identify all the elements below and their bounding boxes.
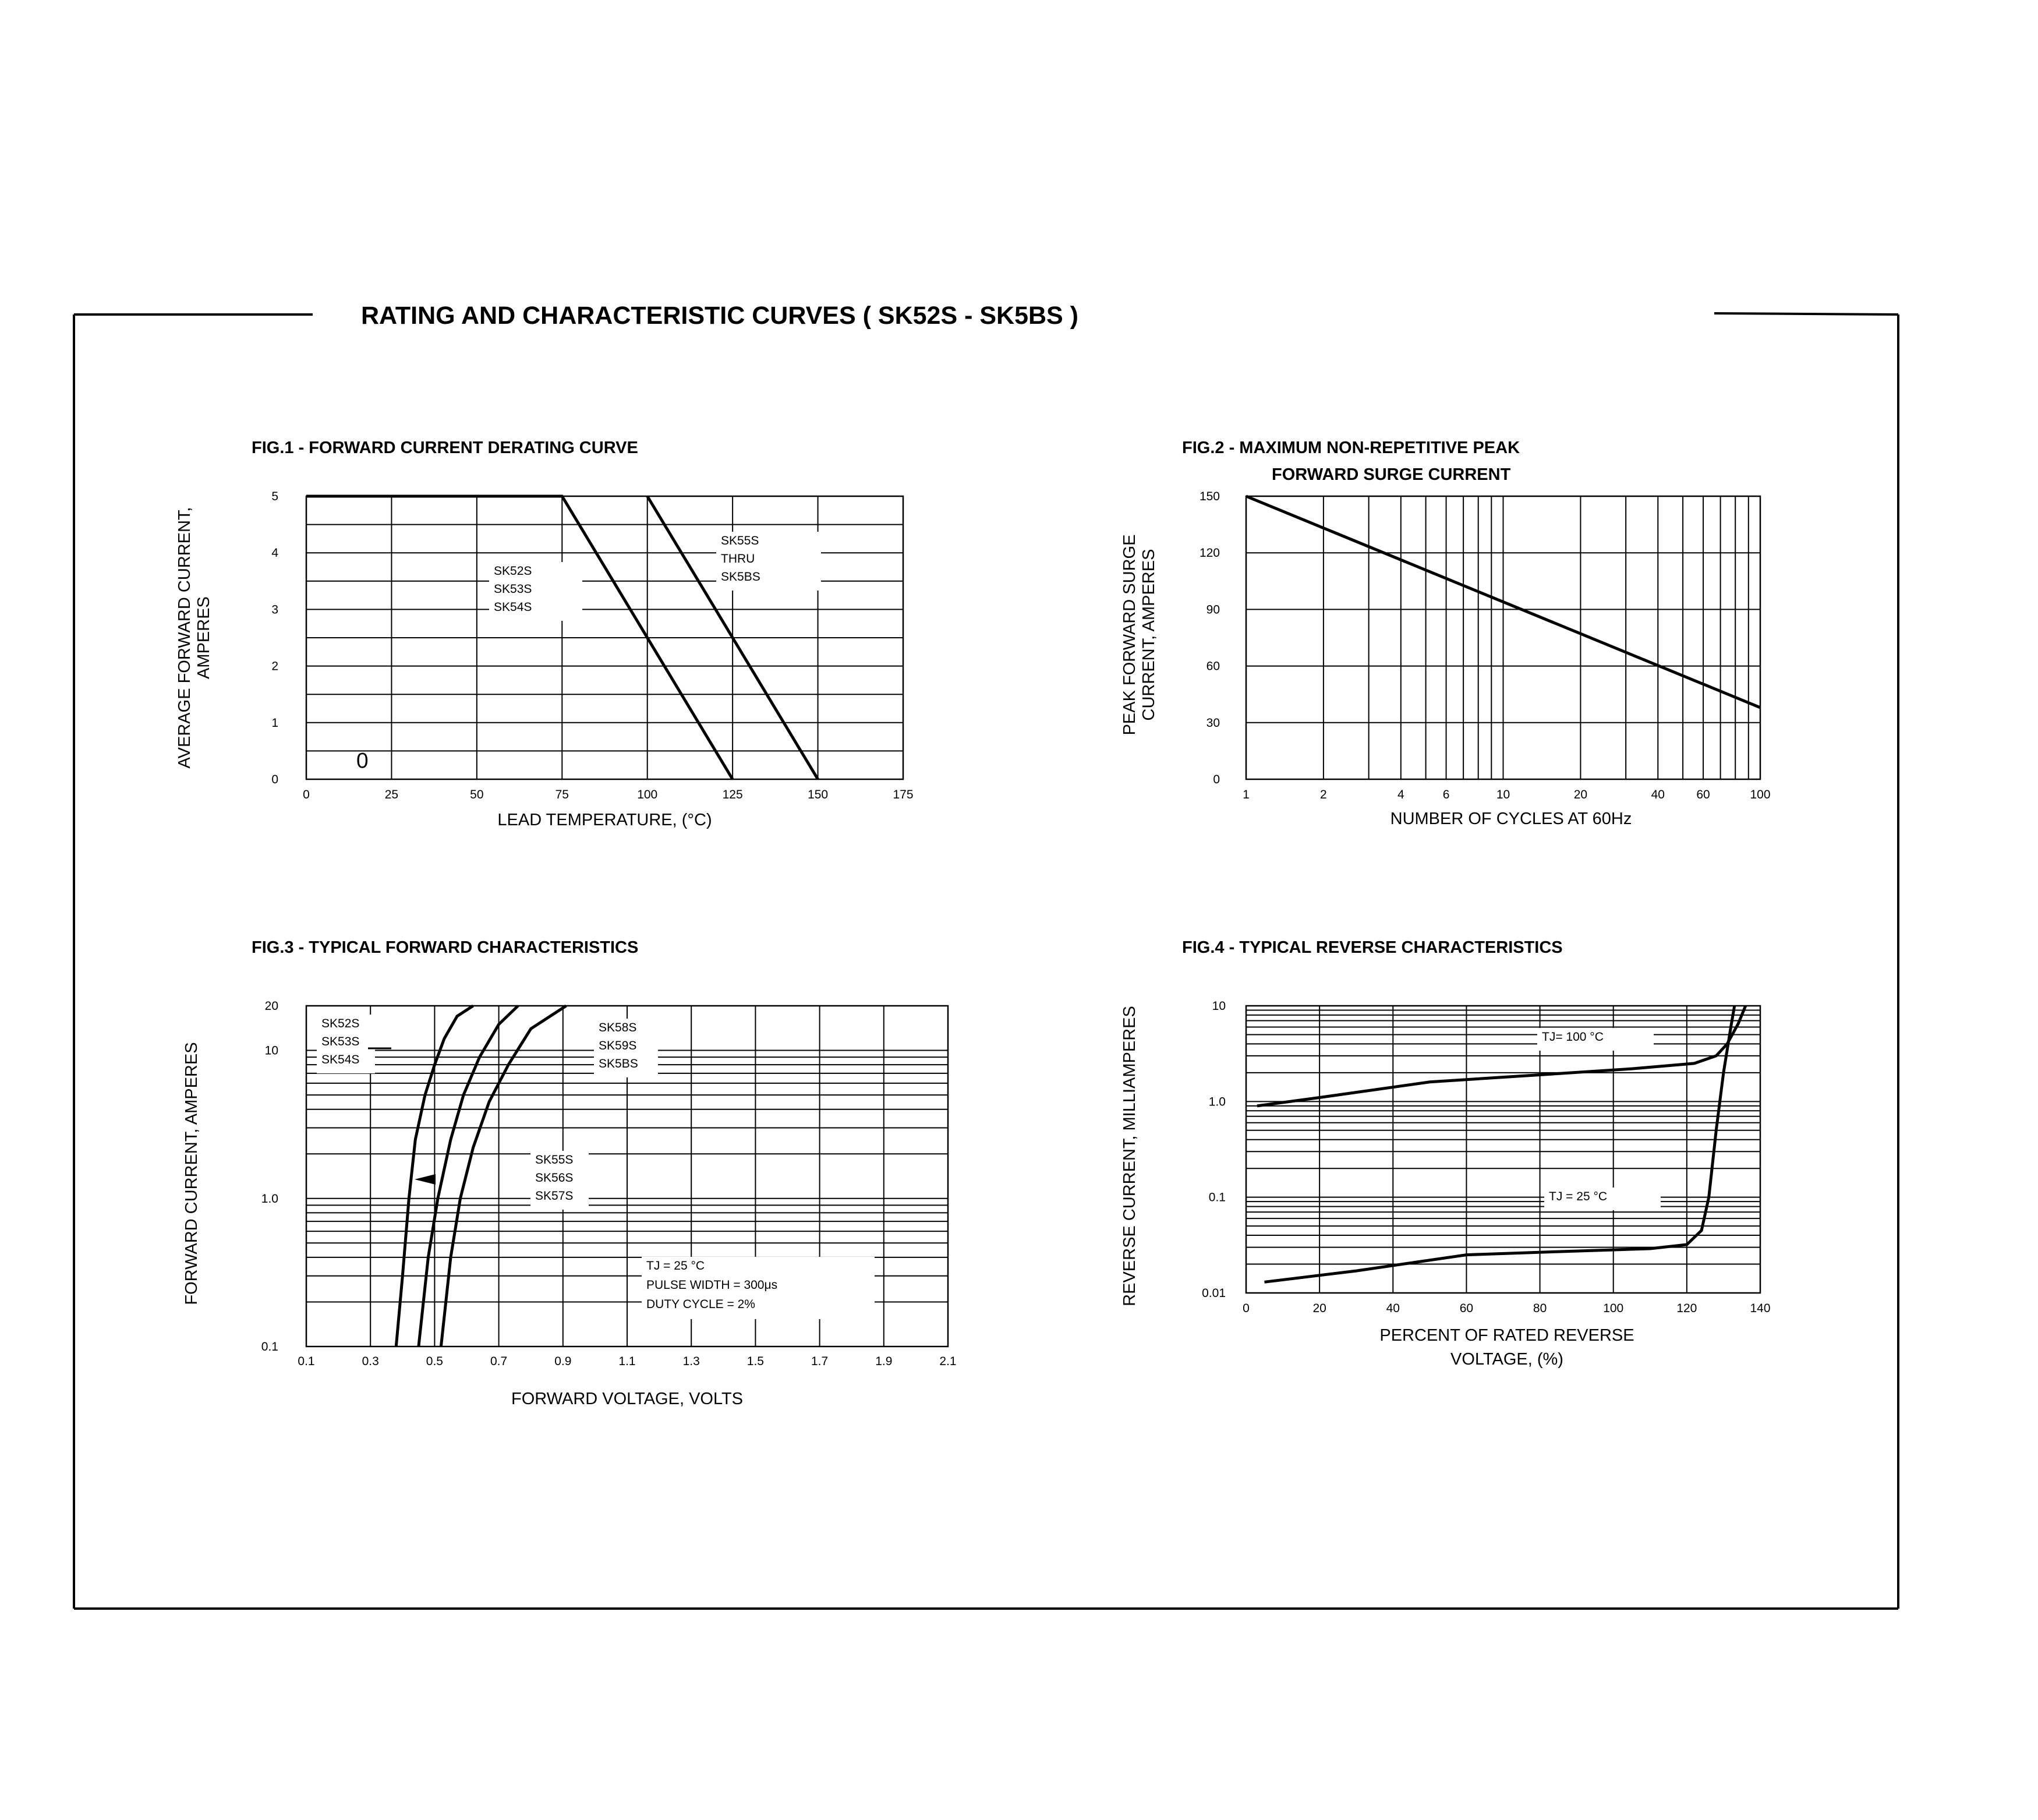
- fig2-xtick-label: 4: [1397, 788, 1404, 801]
- fig4-chart: [1120, 938, 1771, 1369]
- fig1-ytick-label: 1: [271, 716, 278, 730]
- fig1-xtick-label: 75: [555, 788, 569, 801]
- fig4-yaxis-title: REVERSE CURRENT, MILLIAMPERES: [1120, 1006, 1139, 1306]
- fig1-yaxis-title: AVERAGE FORWARD CURRENT,: [175, 507, 194, 769]
- fig4-ytick-label: 1.0: [1208, 1095, 1226, 1109]
- fig3-note-line: TJ = 25 °C: [646, 1259, 705, 1273]
- fig3-series-label-line: SK56S: [535, 1171, 574, 1185]
- fig2-ytick-label: 90: [1206, 603, 1220, 617]
- fig1-ytick-label: 5: [271, 490, 278, 503]
- fig1-series-label-line: SK5BS: [721, 570, 760, 584]
- fig4-xaxis-title: PERCENT OF RATED REVERSE: [1379, 1326, 1634, 1345]
- fig1-xtick-label: 0: [303, 788, 310, 801]
- fig1-xtick-label: 50: [470, 788, 484, 801]
- fig2-xtick-label: 60: [1696, 788, 1710, 801]
- fig3-series-label-line: SK54S: [321, 1053, 360, 1066]
- fig3-ytick-label: 20: [264, 999, 278, 1013]
- fig4-ytick-label: 10: [1212, 999, 1226, 1013]
- fig2-xaxis-title: NUMBER OF CYCLES AT 60Hz: [1390, 810, 1632, 828]
- fig3-title: FIG.3 - TYPICAL FORWARD CHARACTERISTICS: [252, 938, 639, 957]
- fig3-series-label-line: SK53S: [321, 1035, 360, 1048]
- fig4-xtick-label: 0: [1243, 1302, 1250, 1315]
- fig3-chart: [182, 938, 957, 1408]
- fig4-series-label-line: TJ= 100 °C: [1542, 1030, 1604, 1044]
- fig3-xtick-label: 1.7: [811, 1355, 829, 1368]
- fig3-yaxis-title: FORWARD CURRENT, AMPERES: [182, 1042, 201, 1305]
- fig4-xtick-label: 40: [1386, 1302, 1400, 1315]
- fig2-ytick-label: 0: [1213, 773, 1220, 786]
- fig1-xtick-label: 125: [722, 788, 743, 801]
- fig3-xaxis-title: FORWARD VOLTAGE, VOLTS: [511, 1390, 743, 1408]
- fig1-series-label-line: SK55S: [721, 534, 759, 547]
- fig1-series-label-line: THRU: [721, 552, 755, 566]
- fig3-series-label-line: SK58S: [599, 1021, 637, 1034]
- fig2-xtick-label: 100: [1750, 788, 1771, 801]
- fig3-series-label-line: SK52S: [321, 1017, 360, 1030]
- fig2-xtick-label: 10: [1496, 788, 1510, 801]
- fig4-xtick-label: 60: [1459, 1302, 1474, 1315]
- fig1-chart: [175, 439, 914, 829]
- fig2-xtick-label: 1: [1243, 788, 1250, 801]
- fig3-series-label-line: SK5BS: [599, 1057, 638, 1070]
- fig4-ytick-label: 0.1: [1208, 1190, 1226, 1204]
- fig3-series-label-line: SK55S: [535, 1153, 574, 1167]
- fig4-ytick-label: 0.01: [1202, 1287, 1226, 1300]
- fig4-xtick-label: 80: [1533, 1302, 1547, 1315]
- fig2-title: FIG.2 - MAXIMUM NON-REPETITIVE PEAK: [1182, 439, 1520, 457]
- page-frame: [74, 313, 1898, 1609]
- fig2-xtick-label: 2: [1320, 788, 1327, 801]
- fig4-xtick-label: 140: [1750, 1302, 1771, 1315]
- fig4-xtick-label: 20: [1312, 1302, 1326, 1315]
- fig4-title: FIG.4 - TYPICAL REVERSE CHARACTERISTICS: [1182, 938, 1563, 957]
- fig3-ytick-label: 10: [264, 1044, 278, 1058]
- fig1-series-label-line: SK54S: [494, 600, 532, 614]
- fig3-ytick-label: 0.1: [261, 1340, 278, 1353]
- fig2-ytick-label: 30: [1206, 716, 1220, 730]
- fig2-yaxis-title: CURRENT, AMPERES: [1140, 549, 1158, 721]
- fig3-ytick-label: 1.0: [261, 1192, 278, 1206]
- fig2-ytick-label: 60: [1206, 659, 1220, 673]
- fig3-xtick-label: 0.5: [426, 1355, 444, 1368]
- fig3-xtick-label: 0.9: [554, 1355, 572, 1368]
- fig3-xtick-label: 0.7: [490, 1355, 508, 1368]
- fig1-xaxis-title: LEAD TEMPERATURE, (°C): [497, 811, 712, 829]
- fig2-xtick-label: 6: [1442, 788, 1450, 801]
- page-title: RATING AND CHARACTERISTIC CURVES ( SK52S - SK5BS ): [361, 302, 1078, 330]
- fig4-series-label-line: TJ = 25 °C: [1549, 1190, 1608, 1203]
- fig2-xtick-label: 20: [1573, 788, 1588, 801]
- fig3-series-label-line: SK59S: [599, 1039, 637, 1052]
- fig4-plot-frame: [1246, 1006, 1760, 1293]
- fig1-xtick-label: 175: [893, 788, 914, 801]
- fig2-chart: [1120, 439, 1771, 828]
- fig1-yaxis-title: AMPERES: [194, 596, 213, 679]
- fig2-title: FORWARD SURGE CURRENT: [1272, 465, 1511, 484]
- fig3-xtick-label: 1.9: [875, 1355, 893, 1368]
- fig4-xtick-label: 120: [1676, 1302, 1697, 1315]
- fig1-xtick-label: 100: [637, 788, 658, 801]
- fig1-series-label-line: SK52S: [494, 564, 532, 578]
- fig3-xtick-label: 1.1: [618, 1355, 636, 1368]
- fig4-xaxis-title: VOLTAGE, (%): [1450, 1350, 1563, 1369]
- fig3-xtick-label: 1.5: [746, 1355, 765, 1368]
- fig3-series-label-line: SK57S: [535, 1189, 574, 1203]
- fig3-label-arrow: [415, 1174, 436, 1185]
- fig1-title: FIG.1 - FORWARD CURRENT DERATING CURVE: [252, 439, 638, 457]
- fig1-ytick-label: 2: [271, 659, 278, 673]
- fig1-ytick-label: 4: [271, 546, 278, 560]
- fig3-xtick-label: 0.3: [362, 1355, 379, 1368]
- fig1-xtick-label: 25: [384, 788, 399, 801]
- fig2-xtick-label: 40: [1651, 788, 1665, 801]
- fig1-ytick-label: 3: [271, 603, 278, 617]
- fig3-xtick-label: 1.3: [682, 1355, 700, 1368]
- fig2-ytick-label: 120: [1199, 546, 1220, 560]
- fig4-xtick-label: 100: [1603, 1302, 1624, 1315]
- fig3-note-line: DUTY CYCLE = 2%: [646, 1298, 755, 1311]
- fig1-ytick-label: 0: [271, 773, 278, 786]
- fig3-note-line: PULSE WIDTH = 300μs: [646, 1278, 778, 1292]
- fig3-xtick-label: 0.1: [298, 1355, 315, 1368]
- fig1-series-label-line: SK53S: [494, 582, 532, 596]
- fig1-xtick-label: 150: [808, 788, 829, 801]
- fig1-extra-label: 0: [356, 748, 369, 773]
- fig2-ytick-label: 150: [1199, 490, 1220, 503]
- fig4-series-line: [1265, 1006, 1735, 1282]
- fig2-yaxis-title: PEAK FORWARD SURGE: [1120, 534, 1139, 736]
- fig3-xtick-label: 2.1: [939, 1355, 957, 1368]
